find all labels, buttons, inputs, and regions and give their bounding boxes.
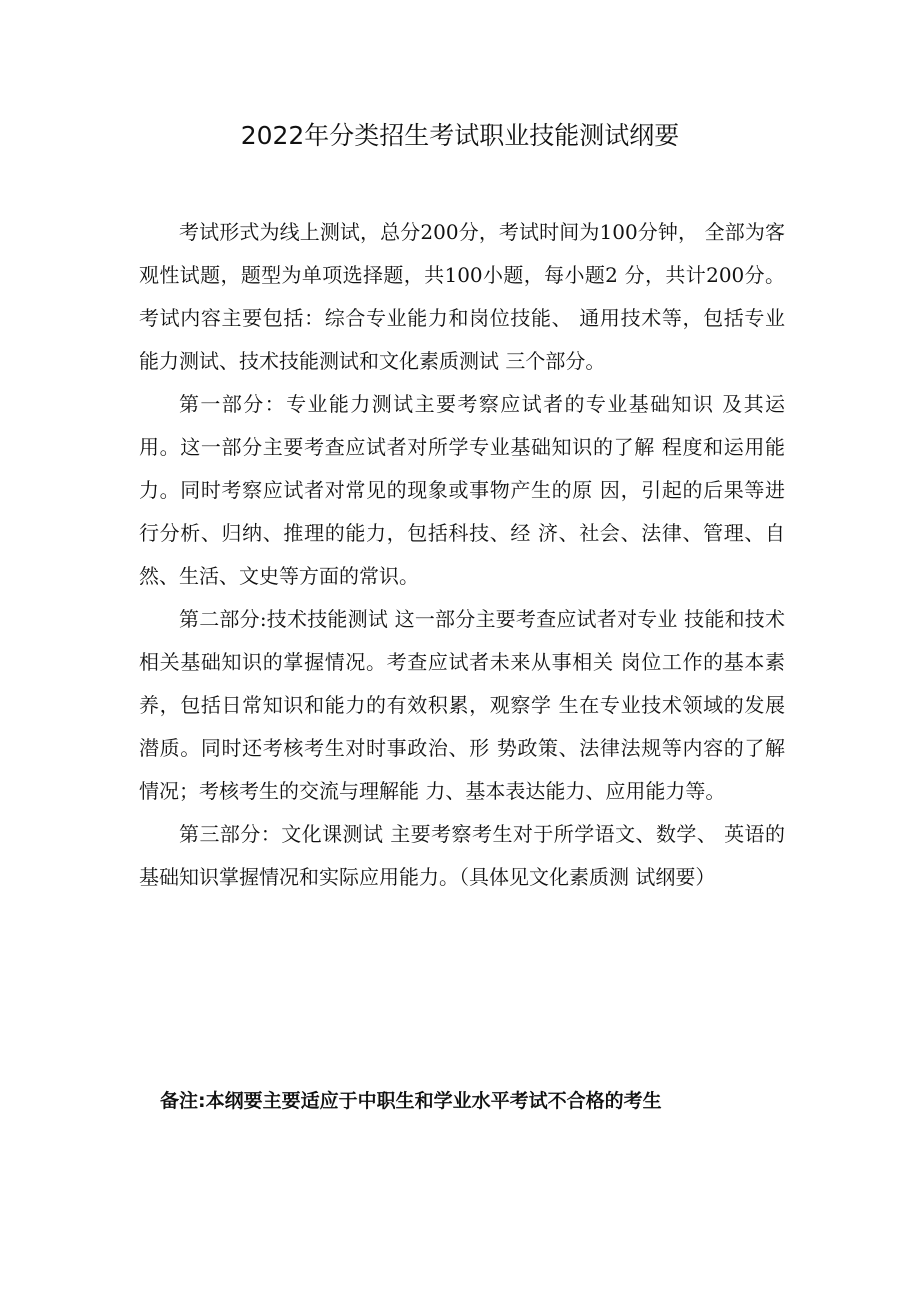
paragraph-exam-format: 考试形式为线上测试，总分200分，考试时间为100分钟， 全部为客观性试题，题型为单项选择题，共100小题，每小题2 分，共计200分。考试内容主要包括：综合专业能力和岗位技能、 通用技术等，包括专业能力测试、技术技能测试和文化素质测试 三个部分。 (139, 220, 785, 373)
document-title: 2022年分类招生考试职业技能测试纲要 (240, 121, 680, 150)
document-body (139, 211, 785, 899)
paragraph-part-three: 第三部分：文化课测试 主要考察考生对于所学语文、数学、 英语的基础知识掌握情况和实际应用能力。（具体见文化素质测 试纲要） (139, 822, 785, 889)
document-note: 备注:本纲要主要适应于中职生和学业水平考试不合格的考生 (160, 1090, 662, 1112)
paragraph-part-two: 第二部分:技术技能测试 这一部分主要考查应试者对专业 技能和技术相关基础知识的掌握情况。考查应试者未来从事相关 岗位工作的基本素养，包括日常知识和能力的有效积累，观察学 生在专业技术领域的发展潜质。同时还考核考生对时事政治、形 势政策、法律法规等内容的了解情况；考核考生的交流与理解能 力、基本表达能力、应用能力等。 (139, 607, 785, 803)
paragraph-part-one: 第一部分：专业能力测试主要考察应试者的专业基础知识 及其运用。这一部分主要考查应试者对所学专业基础知识的了解 程度和运用能力。同时考察应试者对常见的现象或事物产生的原 因，引起的后果等进行分析、归纳、推理的能力，包括科技、经 济、社会、法律、管理、自然、生活、文史等方面的常识。 (139, 392, 785, 588)
